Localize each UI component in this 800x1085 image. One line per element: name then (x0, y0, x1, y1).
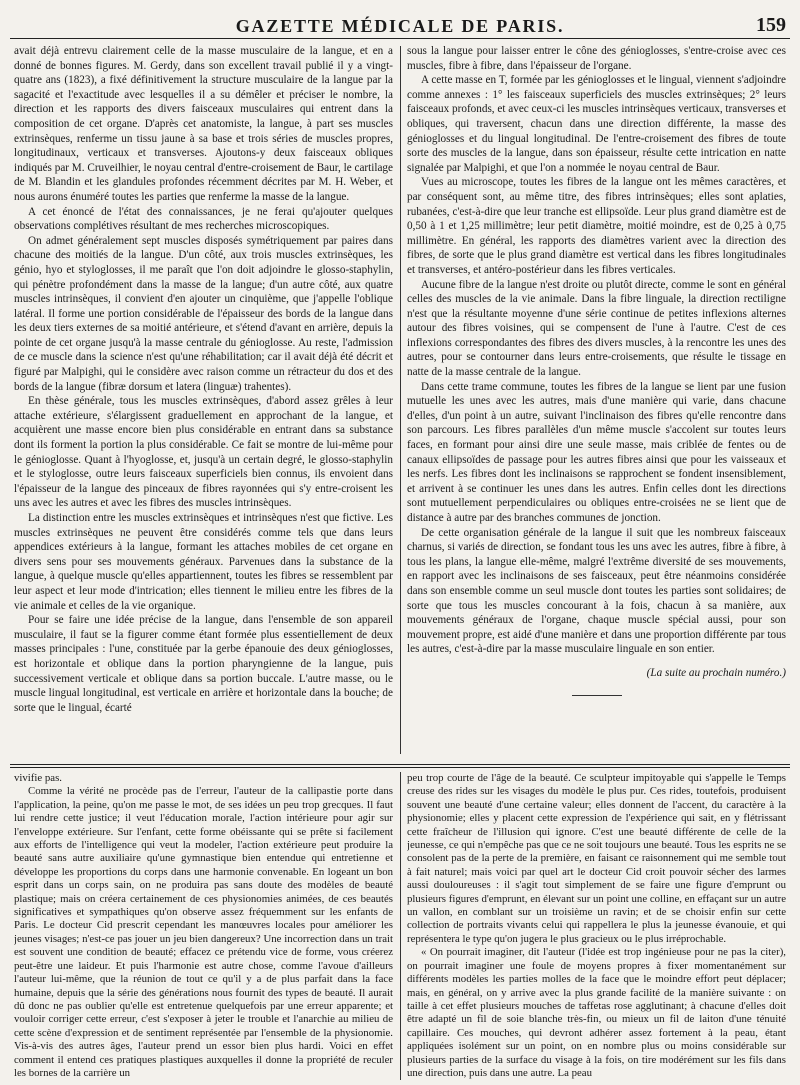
quotation-paragraph: « On pourrait imaginer, dit l'auteur (l'idée est trop ingénieuse pour ne pas la citer), on pourrait imaginer une foule de moyens propres à fixer momentanément sur différents modèles les parties molles de la face que le moindre effort peut déplacer; mais, en général, on y arrive avec la plus grande facilité de la manière suivante : on taille à cet effet plusieurs mouches de taffetas rose agglutinant; à chacune d'elles doit être adapté un fil de soie blanche très-fin, ou mieux un fil de laiton d'une ténuité capillaire. Ces mouches, qui devront adhérer assez fortement à la peau, étant appliquées isolément sur un point, on en nombre plus ou moins considérable sur plusieurs parties de la surface du visage à la fois, on tire modérément sur les fils dans une direction, puis dans une autre. La peau (407, 946, 786, 1079)
journal-title: GAZETTE MÉDICALE DE PARIS. (235, 16, 565, 36)
paragraph: A cet énoncé de l'état des connaissances, je ne ferai qu'ajouter quelques observations complétives résultant de mes recherches microscopiques. (14, 205, 393, 233)
paragraph: En thèse générale, tous les muscles extrinsèques, d'abord assez grêles à leur attache extérieure, s'élargissent graduellement en approchant de la langue, et acquièrent une masse encore bien plus considérable en entrant dans sa substance dont ils forment la portion la plus considérable. Ce fait se montre de lui-même pour le génioglosse. Quant à l'hyoglosse, et, jusqu'à un certain degré, le glosso-staphylin et le styloglosse, outre leurs faisceaux superficiels bien connus, ils envoient dans l'épaisseur de la langue des pinceaux de fibres rayonnées qui s'y entre-croisent les uns avec les autres et avec les fibres des muscles intrinsèques. (14, 395, 393, 510)
to-be-continued-note: (La suite au prochain numéro.) (646, 666, 786, 679)
paragraph: Pour se faire une idée précise de la langue, dans l'ensemble de son appareil musculaire, il faut se la figurer comme étant formée plus essentiellement de deux masses principales : l'une, constituée par la gerbe épanouie des deux génioglosses, est horizontale et oblique dans la portion pharyngienne de la langue, puis successivement verticale et oblique dans sa portion buccale. L'autre masse, ou le muscle lingual longitudinal, est verticale en arrière et horizontale dans la bouche; de sorte que le lingual, écarté (14, 614, 393, 714)
lower-right-column (407, 772, 786, 1083)
paragraph: Dans cette trame commune, toutes les fibres de la langue se lient par une fusion mutuelle les unes avec les autres, mais d'une manière qui varie, dans chacune d'elles, d'un point à un autre, suivant l'inclinaison des fibres qu'elle rencontre dans son parcours. Les fibres parallèles d'un même muscle s'accolent sur toutes leurs faces, en formant pour ainsi dire une seule masse, mais criblée de fentes ou de canaux ellipsoïdes de passage pour les autres fibres ainsi que pour les vaisseaux et les nerfs. Les fibres dont les inclinaisons se rapprochent se fondent insensiblement, et arrivent à se continuer les unes dans les autres. Enfin celles dont les directions sont mutuellement perpendiculaires ou obliques entre-croisées ne se lient que de distance à autre par des branches communes de jonction. (407, 380, 786, 524)
page-number: 159 (756, 14, 786, 36)
column-divider (400, 772, 401, 1080)
upper-right-column (407, 44, 786, 762)
paragraph: A cette masse en T, formée par les génioglosses et le lingual, viennent s'adjoindre comme annexes : 1° les faisceaux superficiels des muscles extrinsèques; 2° leurs faisceaux profonds, et avec ceux-ci les muscles intrinsèques verticaux, transverses et obliques, qui traversent, chacun dans une direction différente, la masse des génioglosses et du lingual longitudinal. De l'entre-croisement des fibres de toute sorte des muscles de la langue, dans son épaisseur, résulte cette intrication en natte signalée par Malpighi, et que l'on a nommée le noyau central de Baur. (407, 74, 786, 174)
section-divider (10, 764, 790, 768)
page-header (8, 6, 792, 40)
paragraph: De cette organisation générale de la langue il suit que les nombreux faisceaux charnus, si variés de direction, se fondant tous les uns avec les autres, fibre à fibre, à tous les plans, la langue elle-même, malgré l'extrême diversité de ses mouvements, en rapport avec les inclinaisons de ses faisceaux, peut être néanmoins considérée dans son ensemble comme un seul muscle dont toutes les parties sont solidaires; de sorte que tous les muscles concourant à la fois, chacun à sa manière, aux mouvements généraux de l'organe, chaque muscle spécial aussi, pour son mouvement propre, est aidé d'une manière et dans une proportion différente par tous les autres, c'est-à-dire par la masse musculaire linguale en son entier. (407, 526, 786, 656)
paragraph: La distinction entre les muscles extrinsèques et intrinsèques n'est que fictive. Les muscles extrinsèques ne peuvent être considérés comme tels que dans leurs appendices extérieurs à la langue, formant les attaches mobiles de cet organe en divers sens pour ses mouvements généraux. Parvenues dans la substance de la langue, à quelque muscle qu'elles appartiennent, toutes les fibres se ressemblent par leur aspect et leur mode d'intrication; elles tiennent le milieu entre les fibres de la vie animale et celles de la vie organique. (14, 512, 393, 612)
short-rule (572, 695, 622, 696)
paragraph: On admet généralement sept muscles disposés symétriquement par paires dans chacune des moitiés de la langue. D'un côté, aux trois muscles extrinsèques, les génio, hyo et styloglosses, il me paraît que l'on doit adjoindre le glosso-staphylin, qui pénètre profondément dans la masse de la langue; d'un autre côté, aux quatre muscles intrinsèques, il convient d'en ajouter un cinquième, que j'appelle l'oblique latéral. Il forme une portion considérable de l'épaisseur des bords de la langue dans les deux tiers externes de sa moitié antérieure, et s'étend d'avant en arrière, depuis la pointe de cet organe jusqu'à la masse centrale du génioglosse. Au reste, l'admission de ce muscle dans la science n'est qu'une réhabilitation; car il avait déjà été décrit et figuré par Malpighi, qui le considère avec raison comme un rétracteur du dos et des bords de la langue (fibræ dorsum et latera (linguæ) trahentes). (14, 234, 393, 393)
paragraph: avait déjà entrevu clairement celle de la masse musculaire de la langue, et en a donné de bonnes figures. M. Gerdy, dans son excellent travail publié il y a vingt-quatre ans (1823), a fixé définitivement la structure musculaire de la langue par la sagacité et l'exactitude avec lesquelles il a su démêler et préciser le nombre, la direction et les rapports des divers faisceaux musculaires qui entrent dans la composition de cet organe. D'après cet anatomiste, la langue, à part ses muscles extrinsèques, renferme un tissu jaune à sa base et trois séries de muscles propres, longitudinaux, verticaux et transverses. Ajoutons-y deux faisceaux obliques indiqués par M. Cruveilhier, le noyau central d'entre-croisement de Baur, le cartilage de M. Blandin et les glandules profondes récemment décrites par M. H. Weber, et nous aurons énuméré toutes les parties que renferme la masse de la langue. (14, 45, 393, 203)
paragraph: vivifie pas. (14, 772, 62, 784)
paragraph: sous la langue pour laisser entrer le cône des génioglosses, s'entre-croise avec ces muscles, fibre à fibre, dans l'épaisseur de l'organe. (407, 45, 786, 72)
lower-left-column (14, 772, 393, 1083)
upper-left-column (14, 44, 393, 762)
paragraph-microscope: Vues au microscope, toutes les fibres de la langue ont les mêmes caractères, et par conséquent sont, au même titre, des fibres intrinsèques; elles sont aplaties, rubanées, c'est-à-dire que leur tranche est ellipsoïde. Leur plus grand diamètre est de 0,50 à 1 et 1,25 millimètre; leur petit diamètre, moitié moindre, est de 0,25 à 0,75 millimètre. En général, les rapports des diamètres varient avec la direction des fibres, de sorte que le plus grand diamètre est vertical dans les fibres longitudinales et transverses, et antéro-postérieur dans les fibres verticales. (407, 176, 786, 276)
column-divider (400, 46, 401, 754)
paragraph: Aucune fibre de la langue n'est droite ou plutôt directe, comme le sont en général celles des muscles de la vie animale. Dans la fibre linguale, la direction rectiligne n'est que la résultante moyenne d'une série continue de petites inflexions alternes autour des fibres voisines, qui se compensent de l'une à l'autre. C'est de ces inflexions correspondantes des fibres des divers muscles, à la rencontre les unes des autres, pour se contourner dans leurs entre-croisements, que résulte le tissage en natte de la masse centrale de la langue. (407, 278, 786, 379)
paragraph: Comme la vérité ne procède pas de l'erreur, l'auteur de la callipastie porte dans l'application, la peine, qu'on me passe le mot, de ses idées un peu trop grecques. Il faut lui rendre cette justice; il veut l'éducation morale, l'action intérieure pour agir sur l'enveloppe extérieure. Sur l'enfant, cette forme obéissante qui se prête si facilement aux efforts de l'intelligence qui veut la modeler, l'action extérieure peut produire la beauté sans autre auxiliaire qu'une gymnastique bien entendue qui entretienne et développe les proportions du corps dans une harmonie convenable. En logeant un bon esprit dans un corps sain, on ne produira pas sans doute des modèles de beauté plastique; mais on créera certainement de ces physionomies animées, de ces beautés significatives et sympathiques qu'on observe assez fréquemment sur les enfants de Paris. Le docteur Cid prescrit cependant les manœuvres locales pour améliorer les jeunes visages; n'est-ce pas jouer un jeu bien dangereux? Une incorrection dans un trait est souvent une condition de beauté; effacez ce prétendu vice de forme, vous créerez peut-être une laideur. Et puis l'harmonie est autre chose, comme l'avoue d'ailleurs l'auteur lui-même, que la réunion de tout ce qu'il y a de plus parfait dans la face humaine, depuis que la série des générations nous fournit des types de beauté. Il aurait dû donc ne pas oublier qu'elle est entretenue quelquefois par une erreur apparente; et vouloir corriger cette erreur, c'est s'exposer à jeter le trouble et l'anarchie au milieu de cette scène d'expression et de sentiment représentée par l'ensemble de la physionomie. Vis-à-vis des autres âges, l'auteur prend un essor bien plus hardi. Voici en effet comment il entend ces pratiques plastiques auxquelles il donne la propriété de reculer les bornes de la carrière un (14, 785, 393, 1079)
paragraph: peu trop courte de l'âge de la beauté. Ce sculpteur impitoyable qui s'appelle le Temps creuse des rides sur les visages du modèle le plus pur. Ces rides, toutefois, produisent souvent une beauté d'une certaine valeur; elles donnent de l'accent, du caractère à la physionomie; elles y placent cette expression de l'expérience qui sait, en y flétrissant cette fraîcheur de l'illusion qui ignore. C'est une beauté différente de celle de la jeunesse, ce qui n'empêche pas que ce ne soit toujours une beauté. Tous les esprits ne se consolent pas de la perte de la première, en faisant ce raisonnement qui me semble tout à fait naturel; mais voici par quel art le docteur Cid croit pouvoir sécher des larmes aussi douloureuses : il s'agit tout simplement de se faire une figure d'emprunt ou plusieurs figures d'emprunt, en élevant sur un point une colline, en effaçant sur un autre un vallon, en comblant sur un troisième un ravin; et de se choisir enfin sur cette collection de portraits vivants celui qui rappellera le plus la jeunesse évanouie, et qui représentera le type qu'on jugera le plus gracieux ou le plus irréprochable. (407, 772, 786, 945)
header-rule (10, 38, 790, 39)
